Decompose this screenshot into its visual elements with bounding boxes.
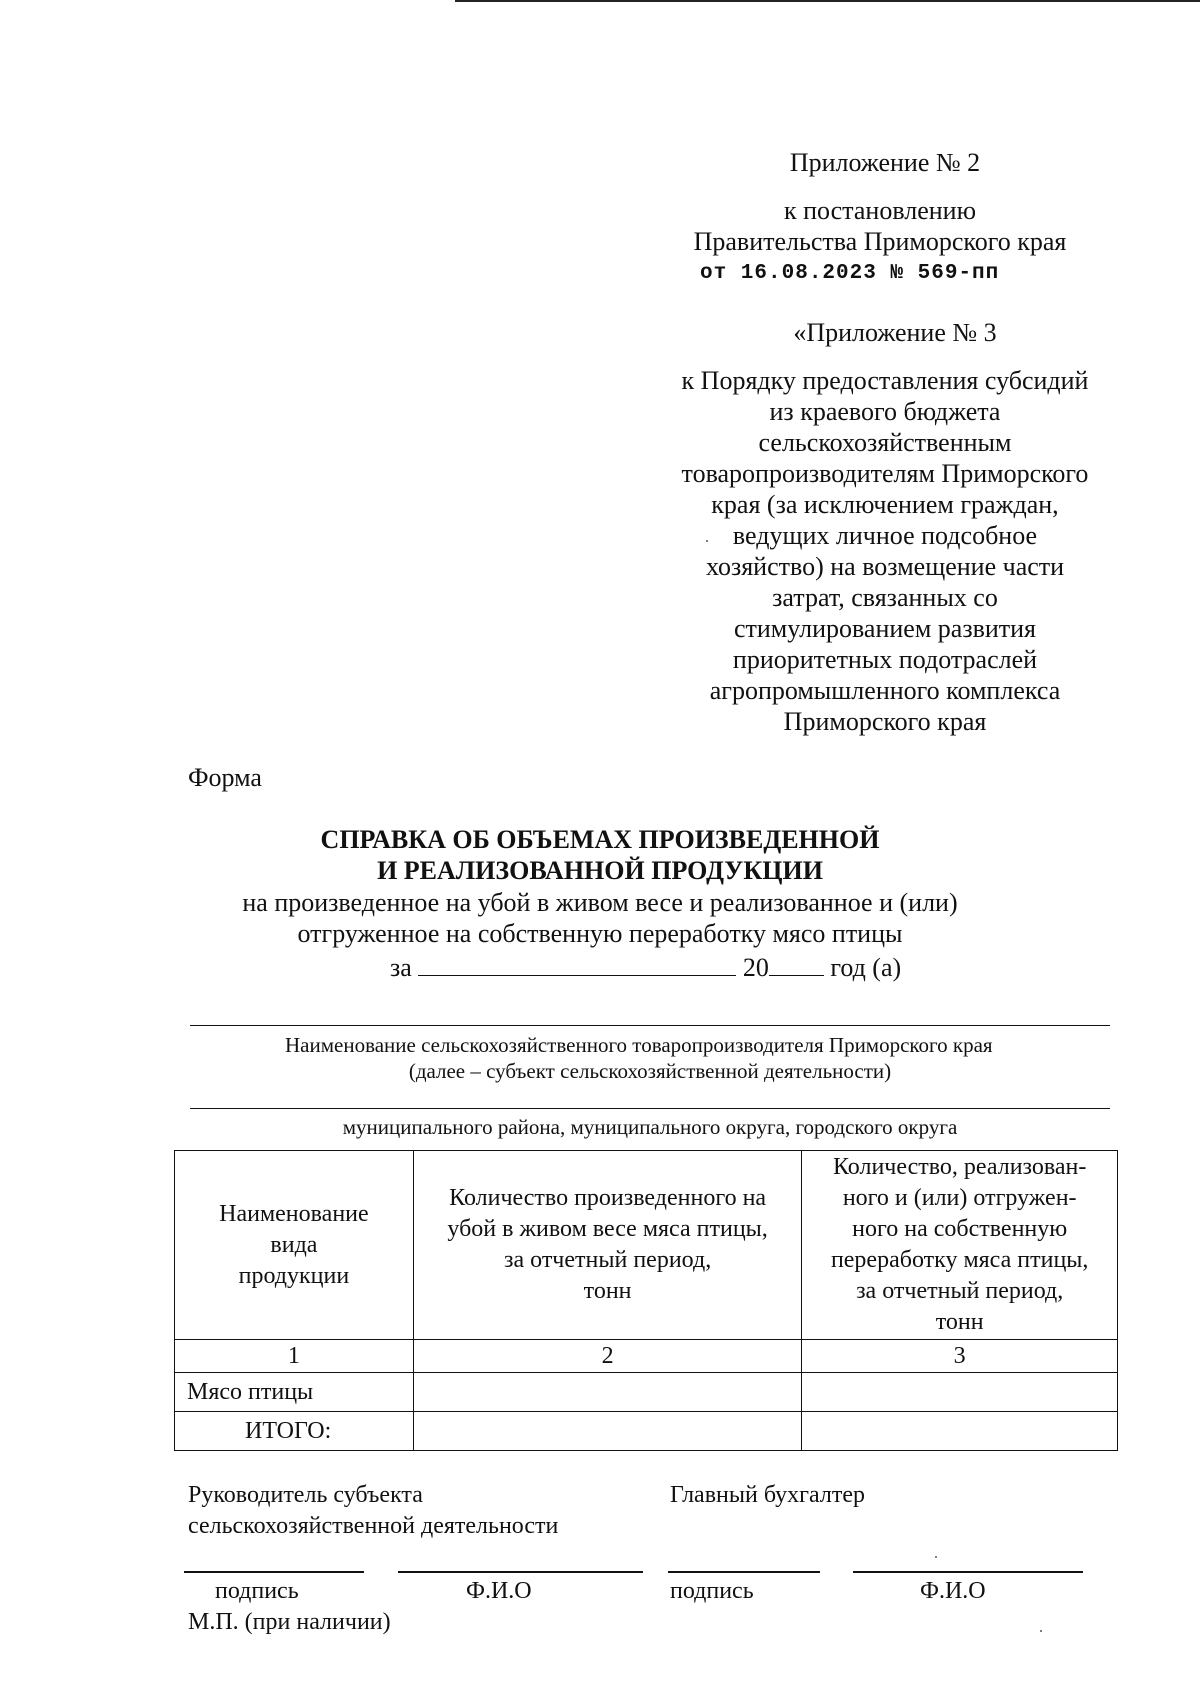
header-text-line: вида (270, 1231, 318, 1258)
table-header-row (175, 1151, 1118, 1340)
header-text-line: за отчетный период, (856, 1278, 1064, 1304)
header-text-line: тонн (935, 1309, 984, 1335)
quoted-appendix-number: «Приложение № 3 (793, 318, 997, 347)
header-sold-quantity (802, 1151, 1118, 1340)
column-number: 1 (175, 1340, 414, 1373)
producer-caption-line1: Наименование сельскохозяйственного товаропроизводителя Приморского края (285, 1033, 993, 1057)
procedure-description (660, 365, 1110, 737)
district-caption: муниципального района, муниципального округа, городского округа (342, 1115, 958, 1139)
procedure-line: хозяйство) на возмещение части (705, 552, 1065, 581)
document-subtitle-line2: отгруженное на собственную переработку мясо птицы (297, 919, 903, 948)
procedure-line: затрат, связанных со (772, 583, 998, 612)
header-text-line: переработку мяса птицы, (830, 1247, 1089, 1273)
procedure-line: товаропроизводителям Приморского (681, 459, 1089, 488)
scan-speck (935, 1556, 937, 1558)
scan-speck (706, 540, 708, 542)
appendix-number: Приложение № 2 (789, 148, 981, 177)
header-text-line: убой в живом весе мяса птицы, (447, 1216, 768, 1242)
procedure-line: из краевого бюджета (769, 397, 1001, 426)
scan-speck (1040, 1630, 1042, 1632)
column-number-row (175, 1340, 1118, 1373)
row-product-name: Мясо птицы (175, 1373, 414, 1412)
district-name-line[interactable] (190, 1108, 1110, 1109)
period-year-prefix: 20 (742, 953, 769, 982)
head-fio-line[interactable] (398, 1571, 643, 1573)
total-produced-cell[interactable] (413, 1412, 802, 1451)
row-total-label: ИТОГО: (175, 1412, 414, 1451)
header-text-line: Количество, реализован- (832, 1154, 1087, 1180)
procedure-line: стимулированием развития (733, 614, 1037, 643)
header-text-line: Количество произведенного на (449, 1185, 767, 1211)
document-title-line1: СПРАВКА ОБ ОБЪЕМАХ ПРОИЗВЕДЕННОЙ (320, 825, 880, 854)
column-number: 2 (413, 1340, 802, 1373)
period-year-field[interactable] (769, 951, 824, 976)
document-title-line2: И РЕАЛИЗОВАННОЙ ПРОДУКЦИИ (377, 856, 823, 885)
table-row (175, 1373, 1118, 1412)
head-title-line1: Руководитель субъекта (188, 1482, 423, 1508)
table-row-total (175, 1412, 1118, 1451)
accountant-fio-line[interactable] (853, 1571, 1083, 1573)
procedure-line: края (за исключением граждан, (711, 490, 1059, 519)
procedure-line: агропромышленного комплекса (709, 676, 1061, 705)
accountant-signature-line[interactable] (668, 1571, 820, 1573)
header-text-line: ного и (или) отгружен- (842, 1185, 1077, 1211)
header-text-line: Наименование (219, 1200, 369, 1227)
procedure-line: ведущих личное подсобное (732, 521, 1038, 550)
procedure-line: приоритетных подотраслей (732, 645, 1038, 674)
document-subtitle-line1: на произведенное на убой в живом весе и реализованное и (или) (242, 888, 958, 917)
accountant-fio-caption: Ф.И.О (920, 1578, 986, 1604)
row-produced-cell[interactable] (413, 1373, 802, 1412)
column-number: 3 (802, 1340, 1118, 1373)
production-table (174, 1150, 1118, 1451)
header-text-line: продукции (238, 1262, 350, 1289)
header-product-type (175, 1151, 414, 1340)
head-title-line2: сельскохозяйственной деятельности (188, 1513, 559, 1539)
head-signature-line[interactable] (184, 1571, 364, 1573)
accountant-signature-caption: подпись (670, 1578, 754, 1604)
reporting-period (390, 951, 901, 983)
procedure-line: Приморского края (783, 707, 987, 736)
resolution-date-number: от 16.08.2023 № 569-пп (700, 262, 1000, 285)
resolution-ref-line2: Правительства Приморского края (693, 227, 1067, 256)
chief-accountant-title: Главный бухгалтер (670, 1482, 865, 1508)
header-text-line: ного на собственную (852, 1216, 1068, 1242)
scan-edge-line (455, 0, 1200, 2)
header-produced-quantity (413, 1151, 802, 1340)
period-blank-field[interactable] (418, 951, 736, 976)
period-suffix: год (а) (830, 953, 902, 982)
producer-caption-line2: (далее – субъект сельскохозяйственной деятельности) (408, 1059, 892, 1083)
header-text-line: тонн (583, 1278, 632, 1304)
period-prefix: за (390, 953, 412, 982)
head-fio-caption: Ф.И.О (466, 1578, 532, 1604)
head-signature-caption: подпись (215, 1578, 299, 1604)
resolution-ref-line1: к постановлению (783, 196, 977, 225)
procedure-line: сельскохозяйственным (758, 428, 1012, 457)
form-label: Форма (188, 763, 262, 792)
producer-name-line[interactable] (190, 1025, 1110, 1026)
procedure-line: к Порядку предоставления субсидий (681, 366, 1089, 395)
header-text-line: за отчетный период, (504, 1247, 712, 1273)
total-sold-cell[interactable] (802, 1412, 1118, 1451)
stamp-note: М.П. (при наличии) (188, 1609, 391, 1635)
row-sold-cell[interactable] (802, 1373, 1118, 1412)
